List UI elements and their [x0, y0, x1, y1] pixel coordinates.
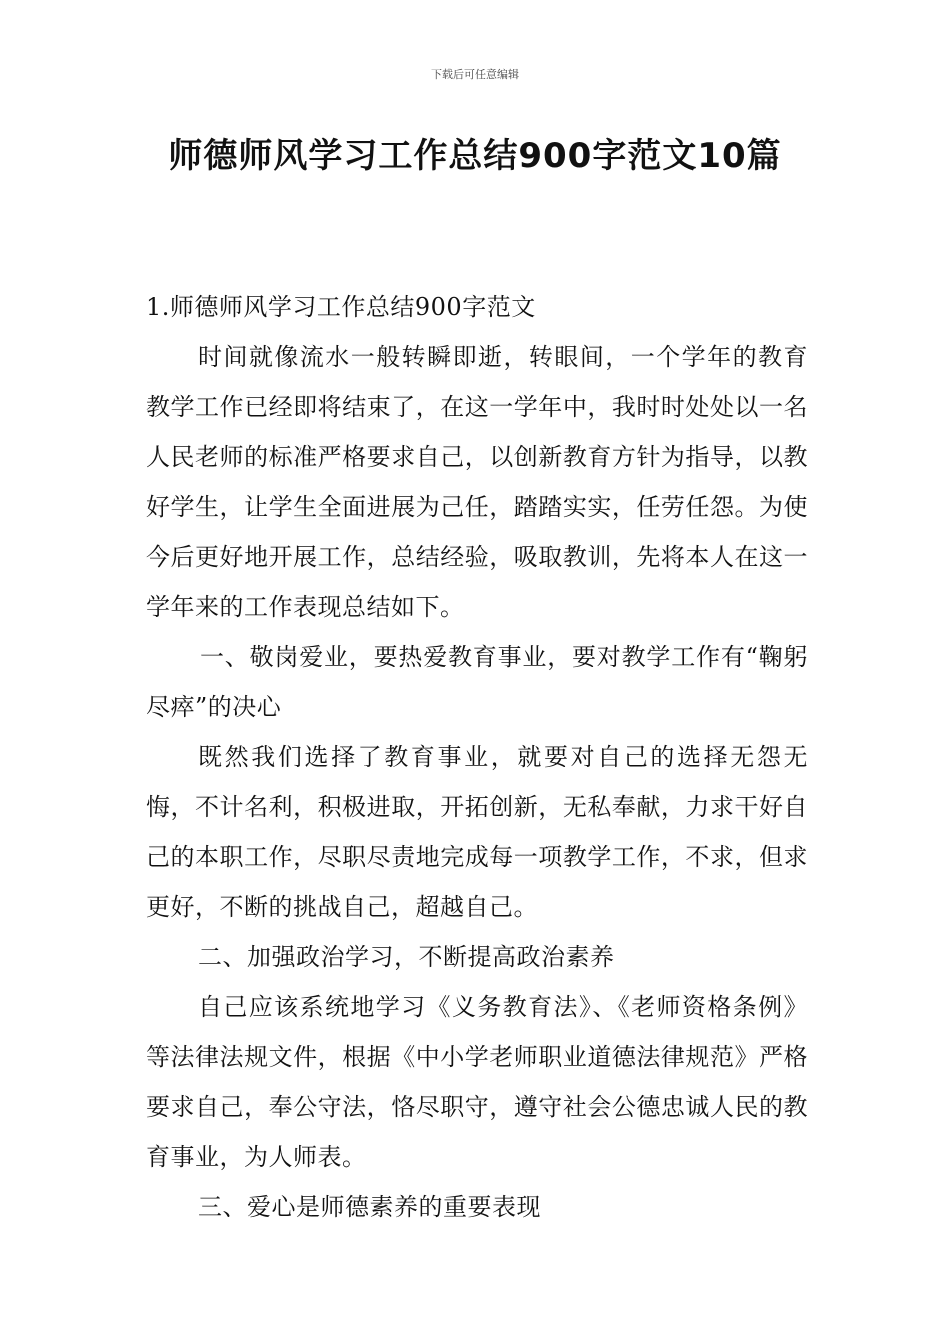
- document-title: 师德师风学习工作总结900字范文10篇: [168, 136, 782, 176]
- section-heading: 三、爱心是师德素养的重要表现: [198, 1193, 541, 1221]
- paragraph: 自己应该系统地学习《义务教育法》、《老师资格条例》等法律法规文件，根据《中小学老师职业道德法律规范》严格要求自己，奉公守法，恪尽职守，遵守社会公德忠诚人民的教育事业，为人师表。: [146, 993, 808, 1171]
- paragraph: 时间就像流水一般转瞬即逝，转眼间，一个学年的教育教学工作已经即将结束了，在这一学年中，我时时处处以一名人民老师的标准严格要求自己，以创新教育方针为指导，以教好学生，让学生全面进展为己任，踏踏实实，任劳任怨。为使今后更好地开展工作，总结经验，吸取教训，先将本人在这一学年来的工作表现总结如下。: [146, 343, 808, 621]
- section-heading: 一、敬岗爱业，要热爱教育事业，要对教学工作有“鞠躬尽瘁”的决心: [146, 643, 808, 721]
- document-body: [146, 282, 808, 1232]
- paragraph: 既然我们选择了教育事业，就要对自己的选择无怨无悔，不计名利，积极进取，开拓创新，无私奉献，力求干好自己的本职工作，尽职尽责地完成每一项教学工作，不求，但求更好，不断的挑战自己，超越自己。: [146, 743, 808, 921]
- section-heading: 1.师德师风学习工作总结900字范文: [146, 293, 536, 321]
- header-note: 下载后可任意编辑: [431, 68, 519, 81]
- section-heading: 二、加强政治学习，不断提高政治素养: [198, 943, 615, 971]
